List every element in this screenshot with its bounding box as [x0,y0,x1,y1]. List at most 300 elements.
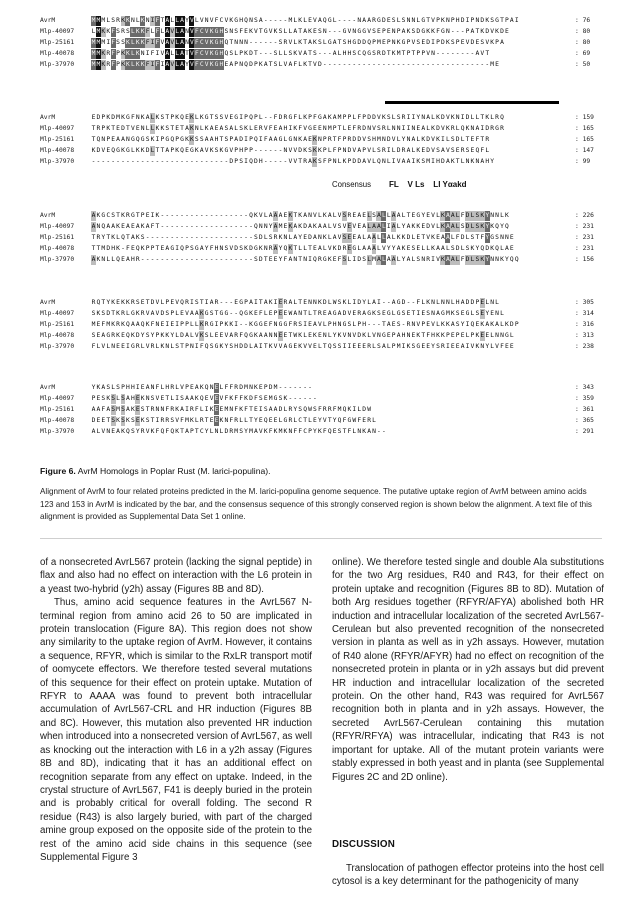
residue: D [145,147,150,154]
residue: A [460,299,465,306]
residue: T [258,299,263,306]
residue: G [190,147,194,154]
residue: L [372,147,376,154]
residue: I [352,299,357,306]
residue: S [317,158,322,165]
residue: N [229,406,234,413]
residue: - [239,256,244,263]
residue: S [465,147,470,154]
residue: F [194,28,199,35]
residue: E [121,332,125,339]
residue: V [170,28,175,35]
residue: E [416,245,421,252]
residue: S [436,343,440,350]
residue: M [185,417,189,424]
residue: R [357,125,362,132]
residue: S [495,234,499,241]
residue: V [204,39,209,46]
residue: R [116,17,120,24]
residue: S [190,245,194,252]
residue: D [357,136,362,143]
residue: A [303,50,307,57]
residue: A [180,406,184,413]
residue: E [278,310,283,317]
residue: F [155,384,160,391]
residue: H [455,299,460,306]
residue: N [342,147,347,154]
residue: F [234,395,239,402]
residue: T [96,245,101,252]
residue: V [367,158,371,165]
residue: G [288,114,293,121]
residue: P [116,50,120,57]
residue: N [263,245,268,252]
residue: S [194,299,199,306]
residue: P [308,114,312,121]
residue: K [130,332,135,339]
residue: K [396,39,401,46]
residue: S [313,50,317,57]
residue: - [140,158,145,165]
residue: K [431,28,435,35]
residue: R [106,50,111,57]
residue: A [332,39,337,46]
residue: - [224,234,229,241]
sequence-name: AvrM [40,17,56,24]
residue: - [234,310,239,317]
residue: E [362,417,367,424]
residue: D [224,428,229,435]
residue: V [332,223,337,230]
residue: L [411,234,416,241]
residue: L [150,147,155,154]
residue: V [130,125,135,132]
residue: N [155,321,160,328]
sequence-residues [91,157,495,167]
residue: T [91,245,96,252]
residue: Y [140,332,145,339]
residue: - [219,256,224,263]
residue: I [480,125,485,132]
residue: L [327,234,332,241]
residue: N [268,332,273,339]
residue: E [480,332,485,339]
residue: L [500,212,504,219]
residue: I [406,114,411,121]
residue: L [317,343,322,350]
residue: I [445,343,450,350]
residue: S [426,310,431,317]
residue: L [337,50,342,57]
residue: A [357,234,362,241]
residue: H [239,17,244,24]
residue: D [406,234,411,241]
residue: V [101,428,106,435]
residue: E [421,223,426,230]
residue: - [175,158,180,165]
residue: S [278,39,283,46]
residue: - [436,50,440,57]
residue: V [263,125,268,132]
residue: V [431,136,435,143]
residue: G [126,114,130,121]
sequence-residues [91,342,514,352]
sequence-residues [91,27,509,37]
residue: Y [317,417,322,424]
residue: L [445,136,450,143]
residue: S [278,395,283,402]
residue: Y [485,310,490,317]
residue: V [372,332,376,339]
residue: D [239,343,244,350]
residue: Y [170,332,175,339]
residue: E [214,384,219,391]
residue: - [175,212,180,219]
residue: L [283,136,288,143]
residue: E [214,417,219,424]
residue: N [214,428,219,435]
residue: S [401,17,406,24]
residue: P [150,245,155,252]
residue: P [160,136,165,143]
residue: A [253,428,258,435]
residue: M [273,384,278,391]
residue: K [313,136,317,143]
residue: - [441,50,445,57]
residue: I [175,245,180,252]
residue: G [234,17,239,24]
residue: S [347,321,352,328]
residue: L [470,223,475,230]
residue: K [441,223,445,230]
residue: P [396,28,401,35]
residue: F [342,417,347,424]
residue: - [347,61,352,68]
residue: K [199,332,204,339]
residue: I [190,299,194,306]
residue: P [381,28,386,35]
residue: - [342,61,347,68]
sequence-residues [91,60,500,70]
residue: N [229,28,234,35]
residue: - [145,158,150,165]
residue: V [352,147,357,154]
residue: - [204,212,209,219]
residue: - [273,158,278,165]
residue: K [126,61,130,68]
residue: F [268,321,273,328]
residue: F [258,310,263,317]
residue: - [160,256,165,263]
residue: K [381,114,386,121]
residue: T [322,343,327,350]
residue: F [155,428,160,435]
residue: E [357,223,362,230]
residue: Y [332,417,337,424]
residue: G [244,310,248,317]
residue: H [214,245,219,252]
residue: T [308,61,312,68]
residue: S [268,234,273,241]
residue: Y [485,343,490,350]
residue: L [308,417,312,424]
residue: Q [514,256,519,263]
residue: - [327,50,332,57]
residue: R [160,417,165,424]
residue: G [396,299,401,306]
residue: L [421,245,426,252]
residue: Q [96,299,101,306]
section-heading: DISCUSSION [332,839,395,850]
residue: L [470,114,475,121]
residue: T [229,39,234,46]
residue: A [367,428,371,435]
residue: G [194,245,199,252]
residue: S [411,245,416,252]
residue: K [135,39,140,46]
residue: Y [91,384,96,391]
residue: T [411,310,416,317]
residue: Y [313,428,317,435]
alignment-row [0,157,640,167]
residue: E [185,114,189,121]
residue: D [352,136,357,143]
residue: Q [253,223,258,230]
residue: L [234,125,239,132]
alignment-row [0,135,640,145]
residue: T [337,125,342,132]
residue: - [352,61,357,68]
residue: H [401,332,406,339]
residue: M [101,17,106,24]
residue: G [381,332,386,339]
residue: H [214,136,219,143]
residue: L [495,299,499,306]
residue: Q [96,136,101,143]
residue: V [431,17,435,24]
residue: T [313,310,317,317]
caption-divider [40,538,602,539]
residue: - [155,256,160,263]
residue: K [283,428,288,435]
residue: I [160,61,165,68]
residue: E [219,406,224,413]
residue: - [386,61,391,68]
residue: - [219,158,224,165]
residue: F [145,28,150,35]
sequence-name: Mlp-40078 [40,147,75,154]
residue: L [194,321,199,328]
residue: - [367,321,371,328]
residue: F [234,406,239,413]
residue: L [342,125,347,132]
residue: Y [431,343,435,350]
residue: A [293,234,298,241]
residue: - [224,299,229,306]
residue: G [214,39,219,46]
residue: L [199,406,204,413]
residue: M [288,17,293,24]
residue: N [490,299,495,306]
residue: K [155,114,160,121]
residue: H [234,343,239,350]
residue: N [155,406,160,413]
sequence-position: : 69 [575,50,591,57]
residue: F [268,428,273,435]
residue: K [194,147,199,154]
sequence-residues [91,255,519,265]
residue: K [121,212,125,219]
residue: P [229,136,234,143]
residue: A [450,223,455,230]
residue: Q [327,428,332,435]
residue: N [381,136,386,143]
residue: N [445,17,450,24]
residue: D [337,245,342,252]
residue: L [96,343,101,350]
residue: K [441,332,445,339]
residue: D [465,256,470,263]
residue: L [293,17,298,24]
residue: E [190,384,194,391]
residue: L [347,299,352,306]
residue: K [140,245,145,252]
residue: D [362,125,367,132]
residue: K [298,223,303,230]
residue: D [426,39,431,46]
residue: N [313,299,317,306]
residue: K [500,256,504,263]
residue: P [332,125,337,132]
residue: M [96,50,101,57]
residue: L [396,223,401,230]
residue: T [165,395,170,402]
residue: A [204,136,209,143]
residue: - [135,158,140,165]
sequence-position: : 165 [575,125,594,132]
residue: R [185,299,189,306]
residue: K [244,245,248,252]
residue: L [367,212,371,219]
residue: N [480,343,485,350]
residue: - [160,234,165,241]
residue: D [485,245,490,252]
residue: G [209,321,214,328]
residue: Q [475,147,480,154]
residue: - [288,384,293,391]
residue: G [327,17,332,24]
residue: - [224,223,229,230]
residue: A [308,39,312,46]
residue: H [239,147,244,154]
residue: L [130,61,135,68]
residue: F [150,223,155,230]
residue: Y [401,223,406,230]
residue: D [396,147,401,154]
residue: N [219,245,224,252]
residue: E [170,321,175,328]
residue: L [130,50,135,57]
residue: K [278,234,283,241]
residue: K [126,50,130,57]
residue: L [470,256,475,263]
residue: D [367,114,371,121]
residue: P [436,39,440,46]
residue: L [160,299,165,306]
residue: A [145,384,150,391]
residue: T [293,212,298,219]
residue: L [209,428,214,435]
residue: T [135,212,140,219]
residue: L [386,158,391,165]
residue: W [293,332,298,339]
alignment-row [0,342,640,352]
residue: K [126,39,130,46]
sequence-position: : 291 [575,428,594,435]
residue: - [445,50,450,57]
residue: - [268,17,273,24]
residue: F [337,136,342,143]
residue: F [263,136,268,143]
residue: L [416,17,421,24]
residue: - [244,212,248,219]
residue: P [514,321,519,328]
residue: D [357,332,362,339]
sequence-name: AvrM [40,384,56,391]
alignment-row [0,38,640,48]
residue: A [308,223,312,230]
residue: V [194,332,199,339]
alignment-row [0,427,640,437]
residue: R [401,114,406,121]
residue: S [219,114,224,121]
residue: T [91,234,96,241]
residue: - [308,384,312,391]
residue: L [396,256,401,263]
residue: I [416,310,421,317]
residue: A [91,428,96,435]
residue: A [180,39,184,46]
residue: E [219,332,224,339]
residue: N [101,136,106,143]
residue: E [313,245,317,252]
residue: R [170,406,175,413]
residue: - [185,212,189,219]
residue: C [199,428,204,435]
residue: Y [485,212,490,219]
residue: E [313,343,317,350]
residue: E [263,395,268,402]
residue: E [381,39,386,46]
residue: M [396,343,401,350]
residue: K [293,125,298,132]
residue: G [367,50,371,57]
residue: I [391,158,396,165]
residue: K [308,28,312,35]
residue: E [273,417,278,424]
residue: A [194,310,199,317]
consensus-row [0,179,640,191]
residue: D [239,384,244,391]
residue: V [258,428,263,435]
residue: L [150,114,155,121]
residue: - [180,256,184,263]
residue: K [406,28,411,35]
residue: P [249,136,253,143]
sequence-position: : 238 [575,343,594,350]
residue: F [214,17,219,24]
alignment-row [0,16,640,26]
